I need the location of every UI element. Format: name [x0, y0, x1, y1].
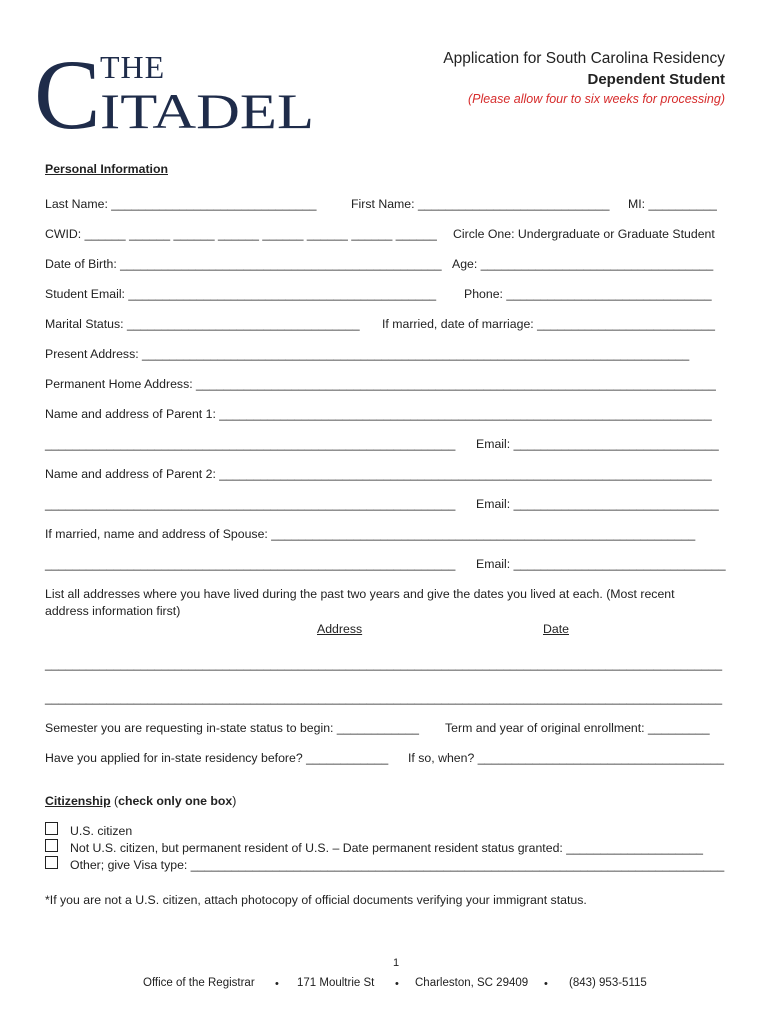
first-name-field[interactable]: First Name: ____________________________ [351, 197, 610, 211]
marriage-date-field[interactable]: If married, date of marriage: __________________________ [382, 317, 715, 331]
dob-field[interactable]: Date of Birth: _______________________________________________ [45, 257, 442, 271]
logo-the: THE [100, 49, 166, 85]
us-citizen-label: U.S. citizen [70, 824, 133, 838]
address-column-header: Address [317, 622, 363, 636]
other-visa-checkbox[interactable] [45, 856, 58, 869]
address-history-instruction: List all addresses where you have lived during the past two years and give the dates you lived at each. (Most recent [45, 587, 675, 601]
student-email-field[interactable]: Student Email: _____________________________________________ [45, 287, 437, 301]
age-field[interactable]: Age: __________________________________ [452, 257, 714, 271]
processing-note: (Please allow four to six weeks for processing) [467, 92, 725, 106]
citizenship-heading [45, 794, 236, 809]
phone-field[interactable]: Phone: ______________________________ [464, 287, 712, 301]
date-column-header: Date [543, 622, 569, 636]
footer-office: Office of the Registrar [143, 977, 255, 989]
parent1-email-field[interactable]: Email: ______________________________ [476, 437, 719, 451]
address-history-instruction-2: address information first) [45, 604, 181, 618]
footer-bullet-2: • [395, 978, 399, 990]
other-visa-label: Other; give Visa type: ______________________________________________________________________________ [70, 858, 725, 872]
citizenship-paren-open: ( [110, 794, 119, 808]
permanent-resident-label: Not U.S. citizen, but permanent resident of U.S. – Date permanent resident status granted: ____________________ [70, 841, 704, 855]
footer-bullet-1: • [275, 978, 279, 990]
permanent-resident-checkbox[interactable] [45, 839, 58, 852]
mi-field[interactable]: MI: __________ [628, 197, 717, 211]
cwid-field[interactable]: CWID: ______ ______ ______ ______ ______ ______ ______ ______ [45, 227, 437, 241]
form-subtitle: Dependent Student [587, 71, 725, 88]
spouse-address-line[interactable]: ____________________________________________________________ [45, 557, 456, 571]
parent2-address-line[interactable]: ____________________________________________________________ [45, 497, 456, 511]
address-history-line-2[interactable]: ___________________________________________________________________________________________________ [45, 691, 723, 705]
parent1-field[interactable]: Name and address of Parent 1: ________________________________________________________________________ [45, 407, 712, 421]
marital-status-field[interactable]: Marital Status: __________________________________ [45, 317, 360, 331]
footer-city: Charleston, SC 29409 [415, 977, 529, 989]
citizenship-title: Citizenship [45, 794, 111, 808]
applied-before-field[interactable]: Have you applied for in-state residency before? ____________ [45, 751, 389, 765]
footer-phone: (843) 953-5115 [569, 977, 647, 989]
personal-info-heading: Personal Information [45, 162, 168, 176]
us-citizen-checkbox[interactable] [45, 822, 58, 835]
footer-street: 171 Moultrie St [297, 977, 375, 989]
applied-when-field[interactable]: If so, when? ____________________________________ [408, 751, 724, 765]
immigrant-docs-note: *If you are not a U.S. citizen, attach photocopy of official documents verifying your immigrant status. [45, 893, 587, 907]
student-level-choice[interactable]: Circle One: Undergraduate or Graduate Student [453, 227, 715, 241]
citizenship-paren-close: ) [232, 794, 237, 808]
spouse-field[interactable]: If married, name and address of Spouse: ______________________________________________________________ [45, 527, 696, 541]
citizenship-instruction: check only one box [118, 794, 233, 808]
form-title: Application for South Carolina Residency [443, 50, 725, 67]
footer-bullet-3: • [544, 978, 548, 990]
permanent-address-field[interactable]: Permanent Home Address: ____________________________________________________________________________ [45, 377, 716, 391]
last-name-field[interactable]: Last Name: ______________________________ [45, 197, 317, 211]
parent1-address-line[interactable]: ____________________________________________________________ [45, 437, 456, 451]
requested-semester-field[interactable]: Semester you are requesting in-state status to begin: ____________ [45, 721, 419, 735]
address-history-line-1[interactable]: ___________________________________________________________________________________________________ [45, 657, 723, 671]
present-address-field[interactable]: Present Address: ________________________________________________________________________________ [45, 347, 690, 361]
citadel-logo [34, 44, 324, 136]
page-number: 1 [393, 957, 400, 969]
parent2-email-field[interactable]: Email: ______________________________ [476, 497, 719, 511]
original-enrollment-field[interactable]: Term and year of original enrollment: _________ [445, 721, 710, 735]
spouse-email-field[interactable]: Email: _______________________________ [476, 557, 726, 571]
parent2-field[interactable]: Name and address of Parent 2: ________________________________________________________________________ [45, 467, 712, 481]
logo-itadel: ITADEL [100, 83, 314, 136]
logo-c: C [34, 44, 101, 136]
